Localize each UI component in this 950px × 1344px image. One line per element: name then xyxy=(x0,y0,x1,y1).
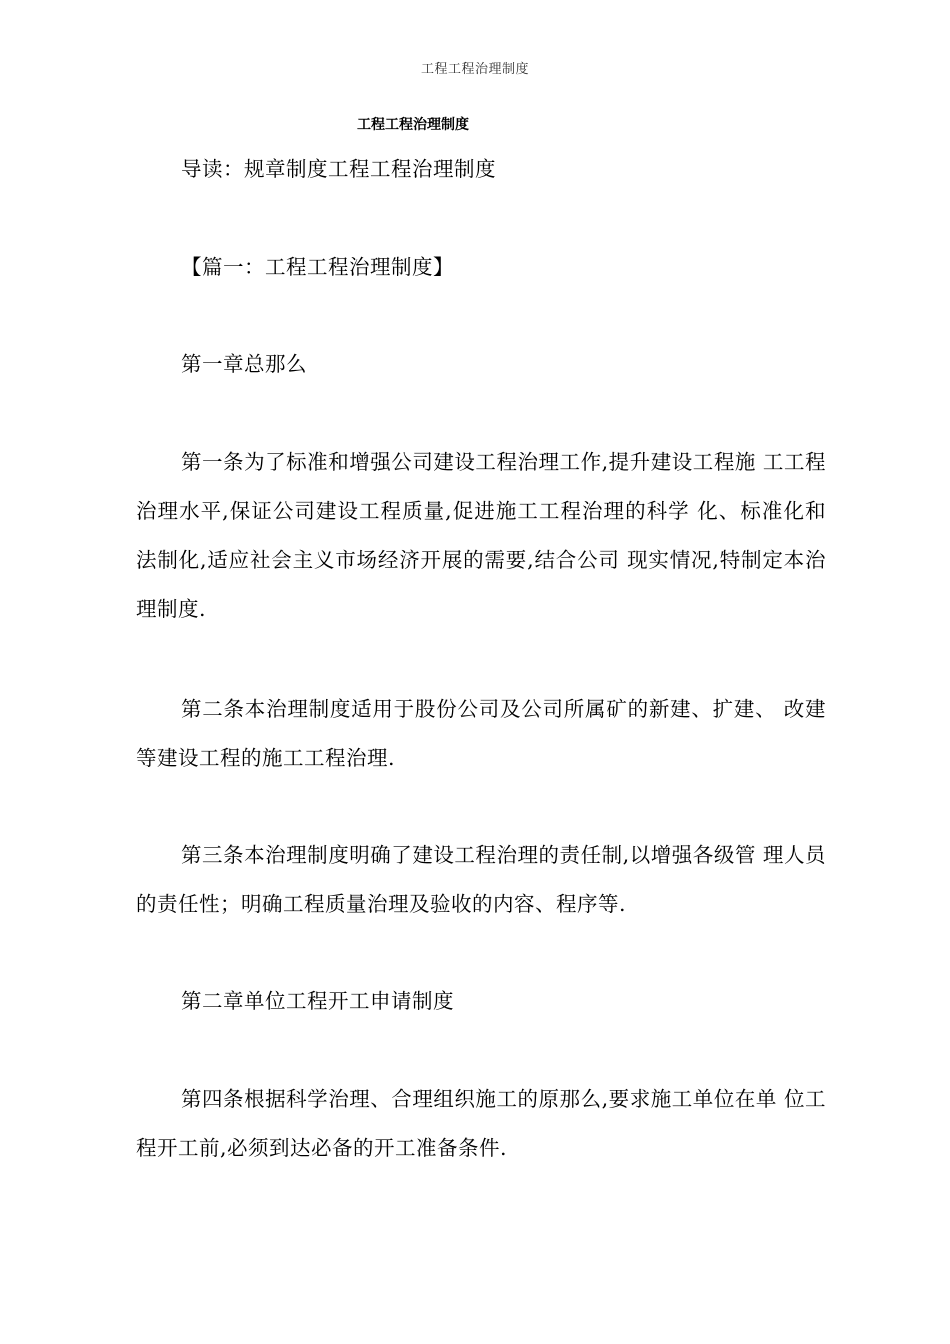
lead-text: 导读：规章制度工程工程治理制度 xyxy=(181,157,496,181)
chapter-heading-2 xyxy=(136,977,826,1026)
article-1 xyxy=(136,438,826,634)
article-3-text: 第三条本治理制度明确了建设工程治理的责任制,以增强各级管 理人员的责任性；明确工程质量治理及验收的内容、程序等. xyxy=(136,843,826,916)
section-heading-text: 【篇一：工程工程治理制度】 xyxy=(181,255,454,279)
article-1-text: 第一条为了标准和增强公司建设工程治理工作,提升建设工程施 工工程治理水平,保证公司建设工程质量,促进施工工程治理的科学 化、标准化和法制化,适应社会主义市场经济开展的需要,结合公司 现实情况,特制定本治理制度. xyxy=(136,450,826,621)
chapter-heading-1-text: 第一章总那么 xyxy=(181,352,307,376)
article-3 xyxy=(136,831,826,929)
chapter-heading-1 xyxy=(136,340,826,389)
lead-paragraph xyxy=(136,145,826,194)
article-4 xyxy=(136,1075,826,1173)
article-4-text: 第四条根据科学治理、合理组织施工的原那么,要求施工单位在单 位工程开工前,必须到达必备的开工准备条件. xyxy=(136,1087,826,1160)
article-2-text: 第二条本治理制度适用于股份公司及公司所属矿的新建、扩建、 改建等建设工程的施工工程治理. xyxy=(136,697,826,770)
article-2 xyxy=(136,685,826,783)
section-heading xyxy=(136,243,826,292)
page-header: 工程工程治理制度 xyxy=(420,62,529,77)
document-title: 工程工程治理制度 xyxy=(357,117,469,133)
chapter-heading-2-text: 第二章单位工程开工申请制度 xyxy=(181,989,454,1013)
